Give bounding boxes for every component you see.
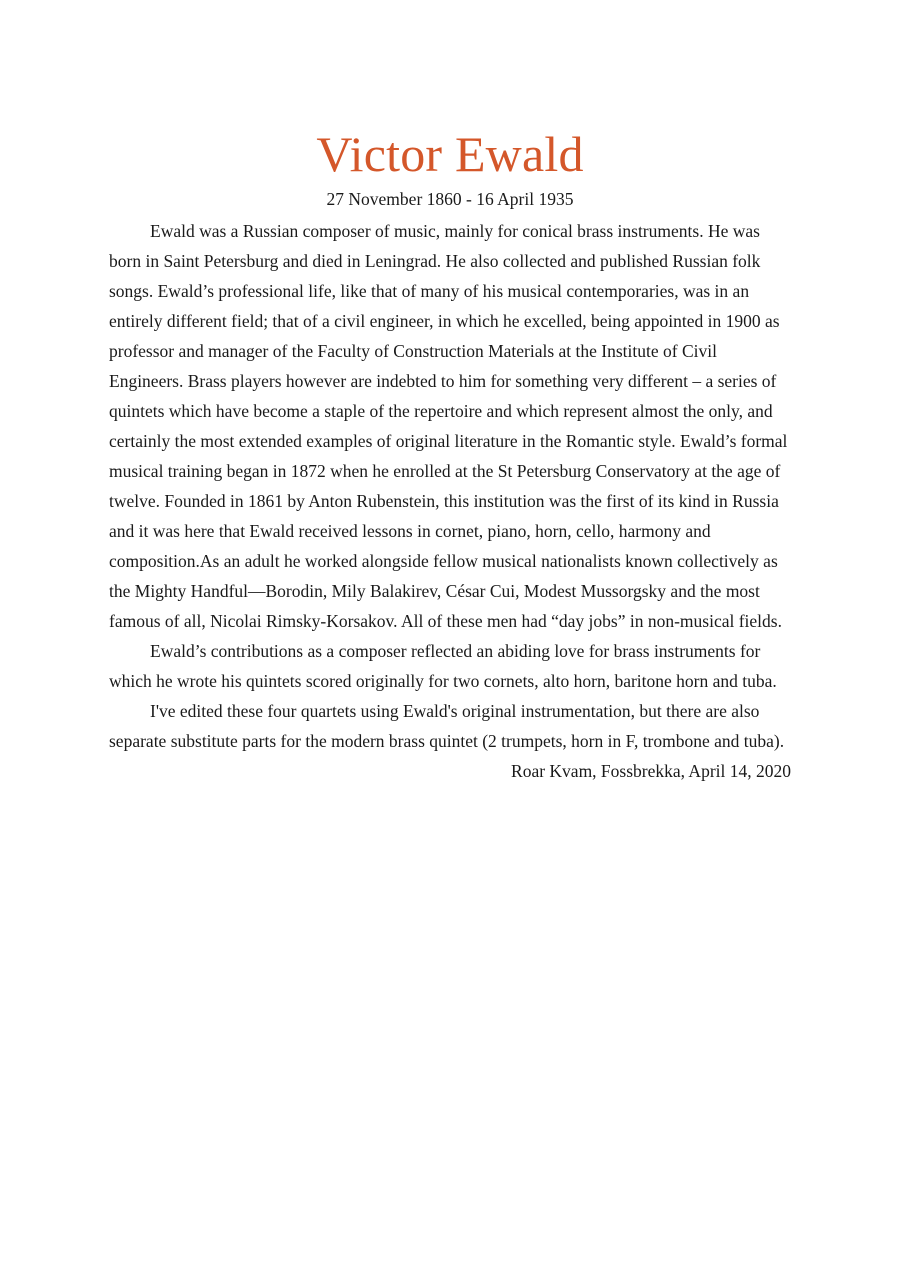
signature: Roar Kvam, Fossbrekka, April 14, 2020 <box>511 761 791 781</box>
contributions-paragraph: Ewald’s contributions as a composer reflected an abiding love for brass instruments for which he wrote his quintets scored originally for two cornets, alto horn, baritone horn and tuba. <box>109 641 777 691</box>
document-body <box>109 124 791 786</box>
biography-paragraph: Ewald was a Russian composer of music, mainly for conical brass instruments. He was born in Saint Petersburg and died in Leningrad. He also collected and published Russian folk songs. Ewald’s professional life, like that of many of his musical contemporaries, was in an entirely different field; that of a civil engineer, in which he excelled, being appointed in 1900 as professor and manager of the Faculty of Construction Materials at the Institute of Civil Engineers. Brass players however are indebted to him for something very different – a series of quintets which have become a staple of the repertoire and which represent almost the only, and certainly the most extended examples of original literature in the Romantic style. Ewald’s formal musical training began in 1872 when he enrolled at the St Petersburg Conservatory at the age of twelve. Founded in 1861 by Anton Rubenstein, this institution was the first of its kind in Russia and it was here that Ewald received lessons in cornet, piano, horn, cello, harmony and composition.As an adult he worked alongside fellow musical nationalists known collectively as the Mighty Handful—Borodin, Mily Balakirev, César Cui, Modest Mussorgsky and the most famous of all, Nicolai Rimsky-Korsakov. All of these men had “day jobs” in non-musical fields. <box>109 221 788 631</box>
editor-note-paragraph: I've edited these four quartets using Ewald's original instrumentation, but there are also separate substitute parts for the modern brass quintet (2 trumpets, horn in F, trombone and tuba). <box>109 701 785 751</box>
life-dates: 27 November 1860 - 16 April 1935 <box>326 189 574 209</box>
page-title: Victor Ewald <box>316 126 584 182</box>
